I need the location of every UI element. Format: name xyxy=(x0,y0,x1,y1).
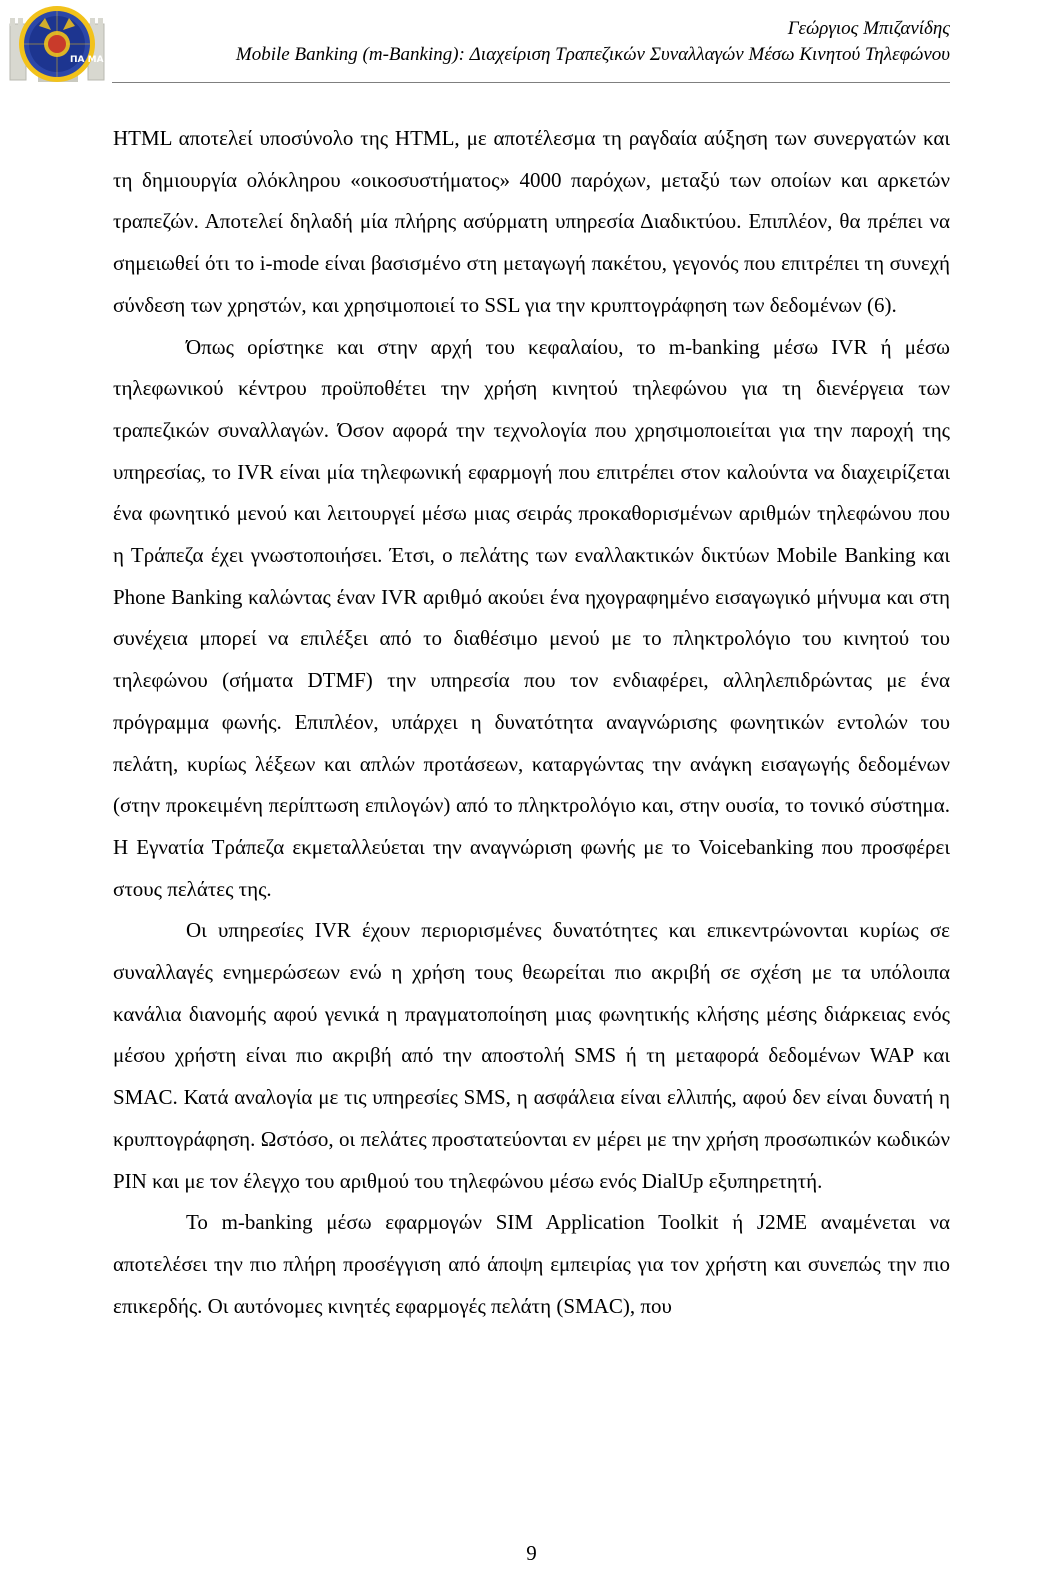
page-header xyxy=(0,0,960,90)
seal-lettering: ΠΑ ΜΑ ΚΕ xyxy=(70,55,120,65)
document-body xyxy=(113,118,950,1327)
header-author: Γεώργιος Μπιζανίδης xyxy=(787,18,950,39)
paragraph-continuation: HTML αποτελεί υποσύνολο της HTML, με αποτέλεσμα τη ραγδαία αύξηση των συνεργατών και τη δημιουργία ολόκληρου «οικοσυστήματος» 4000 παρόχων, μεταξύ των οποίων και αρκετών τραπεζών. Αποτελεί δηλαδή μία πλήρης ασύρματη υπηρεσία Διαδικτύου. Επιπλέον, θα πρέπει να σημειωθεί ότι το i-mode είναι βασισμένο στη μεταγωγή πακέτου, γεγονός που επιτρέπει τη συνεχή σύνδεση των χρηστών, και χρησιμοποιεί το SSL για την κρυπτογράφηση των δεδομένων (6). xyxy=(113,126,950,317)
paragraph-ivr-intro: Όπως ορίστηκε και στην αρχή του κεφαλαίου, το m-banking μέσω IVR ή μέσω τηλεφωνικού κέντρου προϋποθέτει την χρήση κινητού τηλεφώνου για τη διενέργεια των τραπεζικών συναλλαγών. Όσον αφορά την τεχνολογία που χρησιμοποιείται για την παροχή της υπηρεσίας, το IVR είναι μία τηλεφωνική εφαρμογή που επιτρέπει στον καλούντα να διαχειρίζεται ένα φωνητικό μενού και λειτουργεί μέσω μιας σειράς προκαθορισμένων αριθμών τηλεφώνου που η Τράπεζα έχει γνωστοποιήσει. Έτσι, ο πελάτης των εναλλακτικών δικτύων Mobile Banking και Phone Banking καλώντας έναν IVR αριθμό ακούει ένα ηχογραφημένο εισαγωγικό μήνυμα και στη συνέχεια μπορεί να επιλέξει από το διαθέσιμο μενού με το πληκτρολόγιο του κινητού του τηλεφώνου (σήματα DTMF) την υπηρεσία που τον ενδιαφέρει, αλληλεπιδρώντας με ένα πρόγραμμα φωνής. Επιπλέον, υπάρχει η δυνατότητα αναγνώρισης φωνητικών εντολών του πελάτη, κυρίως λέξεων και απλών προτάσεων, καταργώντας την ανάγκη εισαγωγής δεδομένων (στην προκειμένη περίπτωση επιλογών) από το πληκτρολόγιο και, στην ουσία, το τονικό σύστημα. Η Εγνατία Τράπεζα εκμεταλλεύεται την αναγνώριση φωνής με το Voicebanking που προσφέρει στους πελάτες της. xyxy=(113,334,950,901)
paragraph-ivr-limitations: Οι υπηρεσίες IVR έχουν περιορισμένες δυνατότητες και επικεντρώνονται κυρίως σε συναλλαγές ενημερώσεων ενώ η χρήση τους θεωρείται πιο ακριβή σε σχέση με τα υπόλοιπα κανάλια διανομής αφού γενικά η πραγματοποίηση μιας φωνητικής κλήσης μέσης διάρκειας ενός μέσου χρήστη είναι πιο ακριβή από την αποστολή SMS ή τη μεταφορά δεδομένων WAP και SMAC. Κατά αναλογία με τις υπηρεσίες SMS, η ασφάλεια είναι ελλιπής, αφού δεν είναι δυνατή η κρυπτογράφηση. Ωστόσο, οι πελάτες προστατεύονται εν μέρει με την χρήση προσωπικών κωδικών PIN και με τον έλεγχο του αριθμού του τηλεφώνου μέσω ενός DialUp εξυπηρετητή. xyxy=(113,918,950,1193)
header-subtitle: Mobile Banking (m-Banking): Διαχείριση Τραπεζικών Συναλλαγών Μέσω Κινητού Τηλεφώνου xyxy=(235,44,950,65)
university-seal-icon xyxy=(4,2,120,86)
page-number: 9 xyxy=(526,1541,537,1565)
paragraph-sim-toolkit: Το m-banking μέσω εφαρμογών SIM Application Toolkit ή J2ME αναμένεται να αποτελέσει την πιο πλήρη προσέγγιση από άποψη εμπειρίας για τον χρήστη και συνεπώς την πιο επικερδής. Οι αυτόνομες κινητές εφαρμογές πελάτη (SMAC), που xyxy=(113,1210,950,1318)
university-seal-graphic xyxy=(4,2,120,86)
header-divider xyxy=(112,82,950,83)
